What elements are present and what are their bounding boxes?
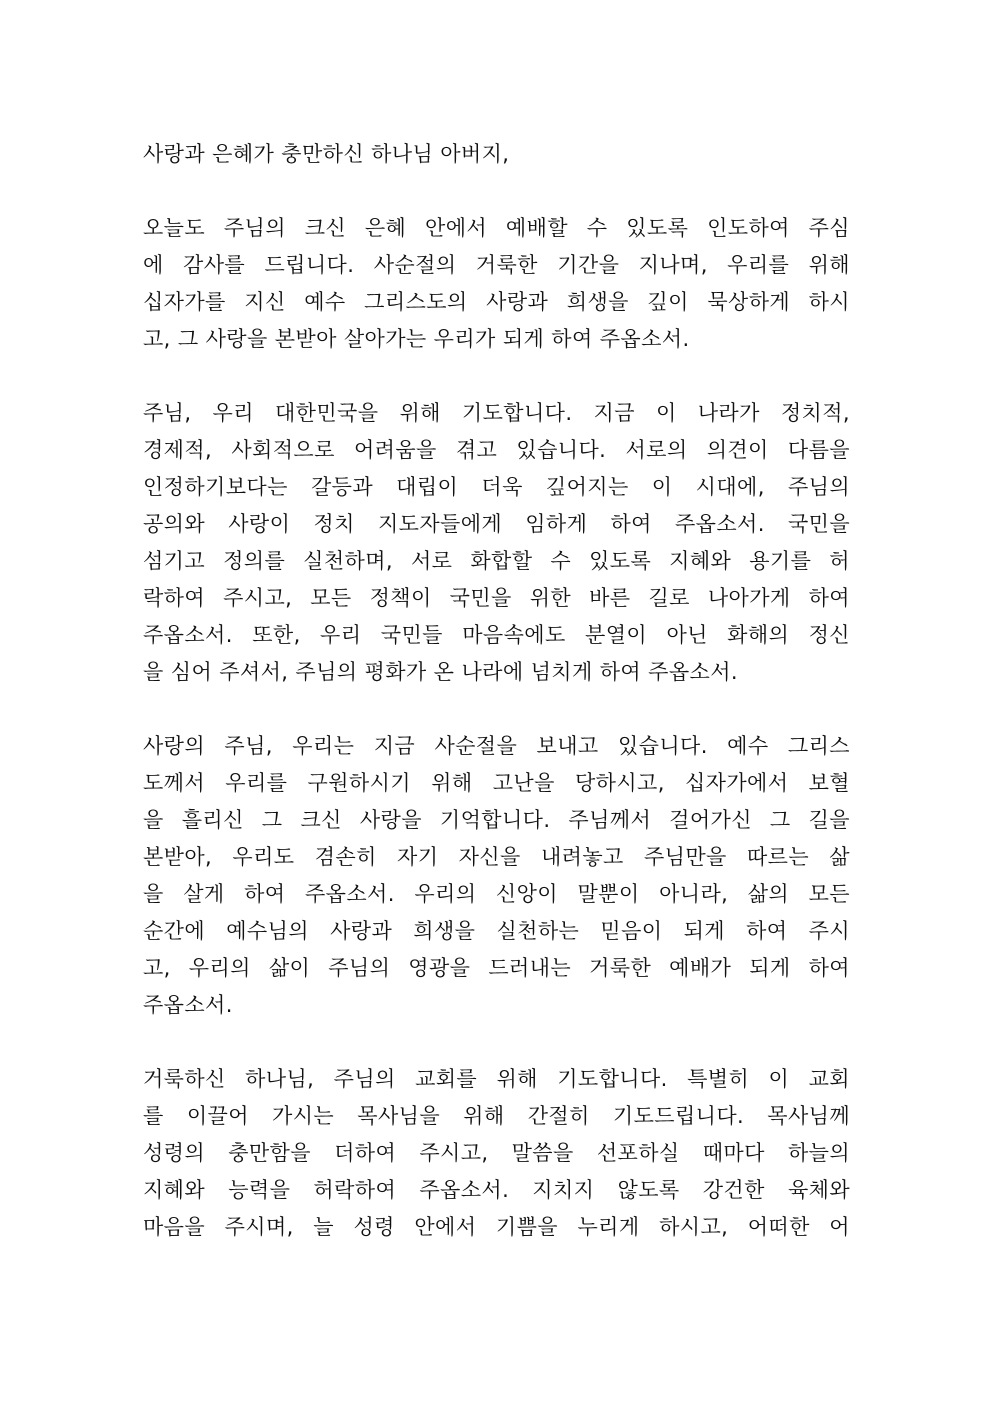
text-line: 사랑의 주님, 우리는 지금 사순절을 보내고 있습니다. 예수 그리스	[143, 734, 850, 758]
paragraph-5	[143, 1061, 850, 1246]
text-line: 을 심어 주셔서, 주님의 평화가 온 나라에 넘치게 하여 주옵소서.	[143, 660, 738, 684]
text-line: 인정하기보다는 갈등과 대립이 더욱 깊어지는 이 시대에, 주님의	[143, 475, 850, 499]
text-line: 순간에 예수님의 사랑과 희생을 실천하는 믿음이 되게 하여 주시	[143, 919, 850, 943]
text-line: 를 이끌어 가시는 목사님을 위해 간절히 기도드립니다. 목사님께	[143, 1104, 850, 1128]
paragraph-spacer	[143, 358, 850, 395]
text-line: 본받아, 우리도 겸손히 자기 자신을 내려놓고 주님만을 따르는 삶	[143, 845, 850, 869]
text-line: 성령의 충만함을 더하여 주시고, 말씀을 선포하실 때마다 하늘의	[143, 1141, 850, 1165]
text-line: 주옵소서.	[143, 993, 233, 1017]
text-line: 사랑과 은혜가 충만하신 하나님 아버지,	[143, 142, 510, 166]
text-line: 섬기고 정의를 실천하며, 서로 화합할 수 있도록 지혜와 용기를 허	[143, 549, 850, 573]
text-line: 십자가를 지신 예수 그리스도의 사랑과 희생을 깊이 묵상하게 하시	[143, 290, 850, 314]
paragraph-1	[143, 136, 850, 173]
text-line: 을 흘리신 그 크신 사랑을 기억합니다. 주님께서 걸어가신 그 길을	[143, 808, 850, 832]
paragraph-3	[143, 395, 850, 691]
text-line: 경제적, 사회적으로 어려움을 겪고 있습니다. 서로의 의견이 다름을	[143, 438, 850, 462]
text-line: 고, 그 사랑을 본받아 살아가는 우리가 되게 하여 주옵소서.	[143, 327, 690, 351]
paragraph-2	[143, 210, 850, 358]
paragraph-spacer	[143, 1024, 850, 1061]
text-line: 오늘도 주님의 크신 은혜 안에서 예배할 수 있도록 인도하여 주심	[143, 216, 850, 240]
paragraph-spacer	[143, 691, 850, 728]
prayer-text-body	[143, 136, 850, 1246]
text-line: 을 살게 하여 주옵소서. 우리의 신앙이 말뿐이 아니라, 삶의 모든	[143, 882, 850, 906]
text-line: 거룩하신 하나님, 주님의 교회를 위해 기도합니다. 특별히 이 교회	[143, 1067, 850, 1091]
text-line: 마음을 주시며, 늘 성령 안에서 기쁨을 누리게 하시고, 어떠한 어	[143, 1215, 850, 1239]
text-line: 에 감사를 드립니다. 사순절의 거룩한 기간을 지나며, 우리를 위해	[143, 253, 850, 277]
text-line: 락하여 주시고, 모든 정책이 국민을 위한 바른 길로 나아가게 하여	[143, 586, 850, 610]
paragraph-spacer	[143, 173, 850, 210]
text-line: 지혜와 능력을 허락하여 주옵소서. 지치지 않도록 강건한 육체와	[143, 1178, 850, 1202]
text-line: 주님, 우리 대한민국을 위해 기도합니다. 지금 이 나라가 정치적,	[143, 401, 850, 425]
paragraph-4	[143, 728, 850, 1024]
text-line: 도께서 우리를 구원하시기 위해 고난을 당하시고, 십자가에서 보혈	[143, 771, 850, 795]
text-line: 공의와 사랑이 정치 지도자들에게 임하게 하여 주옵소서. 국민을	[143, 512, 850, 536]
text-line: 주옵소서. 또한, 우리 국민들 마음속에도 분열이 아닌 화해의 정신	[143, 623, 850, 647]
text-line: 고, 우리의 삶이 주님의 영광을 드러내는 거룩한 예배가 되게 하여	[143, 956, 850, 980]
